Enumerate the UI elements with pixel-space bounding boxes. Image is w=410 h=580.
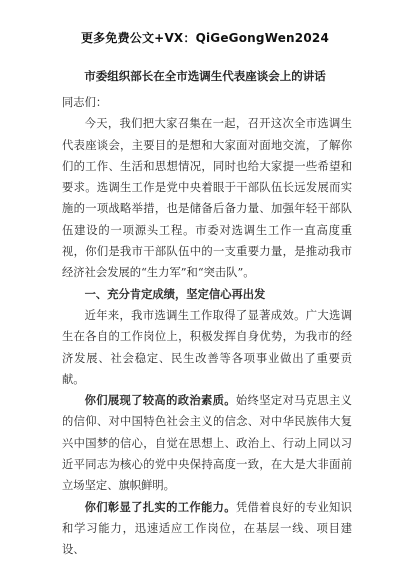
salutation: 同志们： xyxy=(62,96,108,109)
document-title: 市委组织部长在全市选调生代表座谈会上的讲话 xyxy=(84,69,326,83)
paragraph-ability-text: 凭借着良好的专业知识和学习能力，迅速适应工作岗位，在基层一线、项目建设、 xyxy=(62,500,352,557)
watermark-header: 更多免费公文+VX：QiGeGongWen2024 xyxy=(80,31,329,45)
paragraph-political-text: 始终坚定对马克思主义的信仰、对中国特色社会主义的信念、对中华民族伟大复兴中国梦的信心，自觉在思想上、政治上、行动上同以习近平同志为核心的党中央保持高度一致，在大是大非面前立场坚定、旗帜鲜明。 xyxy=(62,394,352,493)
lead-sentence-political: 你们展现了较高的政治素质。 xyxy=(84,393,236,408)
document-body xyxy=(62,92,352,561)
lead-sentence-ability: 你们彰显了扎实的工作能力。 xyxy=(84,499,236,514)
paragraph-work-ability xyxy=(62,497,352,561)
paragraph-achievements: 近年来，我市选调生工作取得了显著成效。广大选调生在各自的工作岗位上，积极发挥自身优势，为我市的经济发展、社会稳定、民生改善等各项事业做出了重要贡献。 xyxy=(62,308,352,386)
paragraph-political-quality xyxy=(62,390,352,496)
section-heading-1: 一、充分肯定成绩，坚定信心再出发 xyxy=(84,286,266,301)
paragraph-intro: 今天，我们把大家召集在一起，召开这次全市选调生代表座谈会，主要目的是想和大家面对面地交流，了解你们的工作、生活和思想情况，同时也给大家提一些希望和要求。选调生工作是党中央着眼于干部队伍长远发展而实施的一项战略举措，也是储备后备力量、加强年轻干部队伍建设的一项源头工程。市委对选调生工作一直高度重视，你们是我市干部队伍中的一支重要力量，是推动我市经济社会发展的“生力军”和“突击队”。 xyxy=(62,117,352,280)
